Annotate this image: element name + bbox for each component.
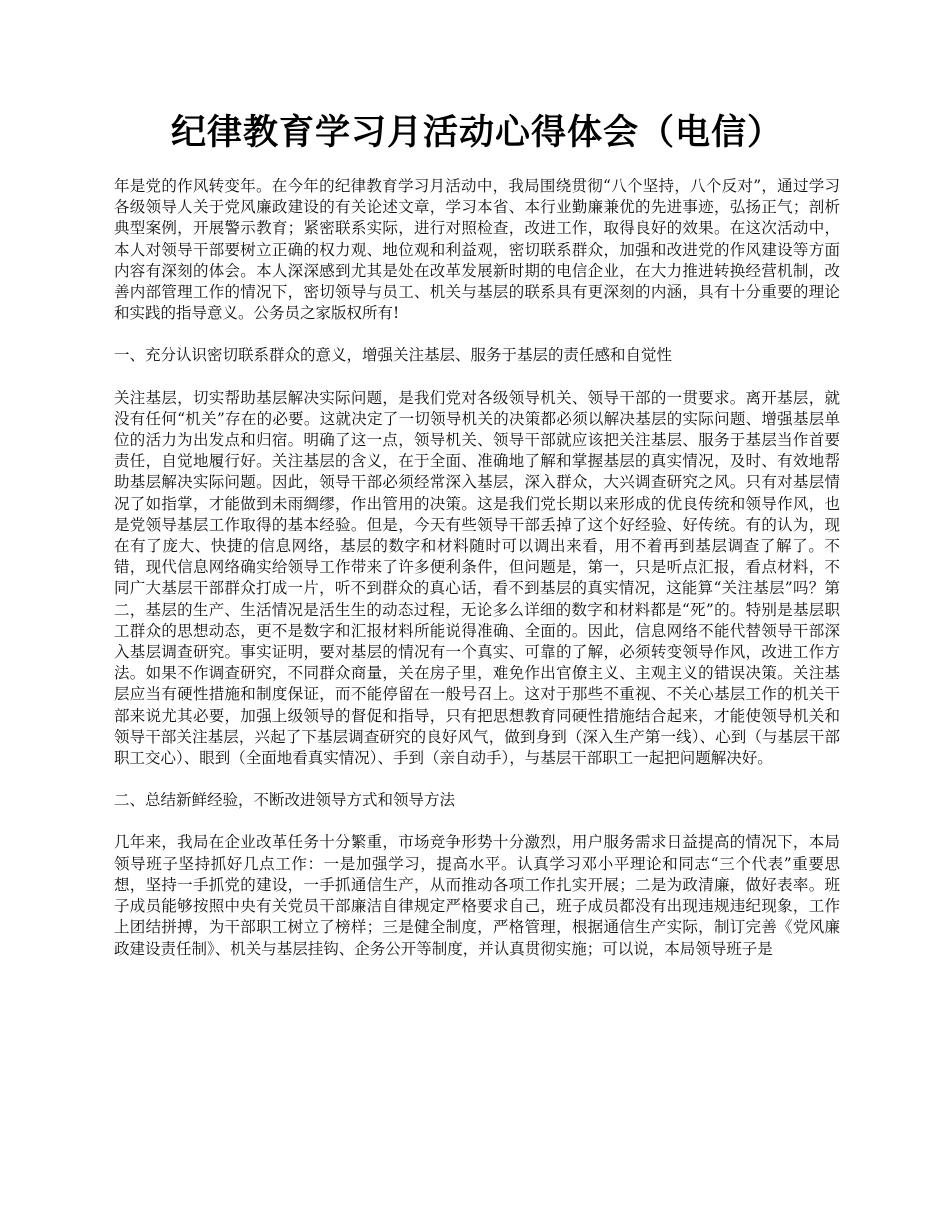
section-heading-2: 二、总结新鲜经验，不断改进领导方式和领导方法 [114,791,456,810]
section-1-paragraph: 关注基层，切实帮助基层解决实际问题，是我们党对各级领导机关、领导干部的一贯要求。离开基层，就没有任何“机关”存在的必要。这就决定了一切领导机关的决策都必须以解决基层的实际问题、增强基层单位的活力为出发点和归宿。明确了这一点，领导机关、领导干部就应该把关注基层、服务于基层当作首要责任，自觉地履行好。关注基层的含义，在于全面、准确地了解和掌握基层的真实情况，及时、有效地帮助基层解决实际问题。因此，领导干部必须经常深入基层，深入群众，大兴调查研究之风。只有对基层情况了如指掌，才能做到未雨绸缪，作出管用的决策。这是我们党长期以来形成的优良传统和领导作风，也是党领导基层工作取得的基本经验。但是，今天有些领导干部丢掉了这个好经验、好传统。有的认为，现在有了庞大、快捷的信息网络，基层的数字和材料随时可以调出来看，用不着再到基层调查了解了。不错，现代信息网络确实给领导工作带来了许多便利条件，但问题是，第一，只是听点汇报，看点材料，不同广大基层干部群众打成一片，听不到群众的真心话，看不到基层的真实情况，这能算“关注基层”吗？第二，基层的生产、生活情况是活生生的动态过程，无论多么详细的数字和材料都是“死”的。特别是基层职工群众的思想动态，更不是数字和汇报材料所能说得准确、全面的。因此，信息网络不能代替领导干部深入基层调查研究。事实证明，要对基层的情况有一个真实、可靠的了解，必须转变领导作风，改进工作方法。如果不作调查研究，不同群众商量，关在房子里，难免作出官僚主义、主观主义的错误决策。关注基层应当有硬性措施和制度保证，而不能停留在一般号召上。这对于那些不重视、不关心基层工作的机关干部来说尤其必要，加强上级领导的督促和指导，只有把思想教育同硬性措施结合起来，才能使领导机关和领导干部关注基层，兴起了下基层调查研究的良好风气，做到身到（深入生产第一线）、心到（与基层干部职工交心）、眼到（全面地看真实情况）、手到（亲自动手），与基层干部职工一起把问题解决好。 [114,388,840,768]
intro-paragraph: 年是党的作风转变年。在今年的纪律教育学习月活动中，我局围绕贯彻“八个坚持，八个反对”，通过学习各级领导人关于党风廉政建设的有关论述文章，学习本省、本行业勤廉兼优的先进事迹，弘扬正气；剖析典型案例，开展警示教育；紧密联系实际，进行对照检查，改进工作，取得良好的效果。在这次活动中，本人对领导干部要树立正确的权力观、地位观和利益观，密切联系群众，加强和改进党的作风建设等方面内容有深刻的体会。本人深深感到尤其是处在改革发展新时期的电信企业，在大力推进转换经营机制，改善内部管理工作的情况下，密切领导与员工、机关与基层的联系具有更深刻的内涵，具有十分重要的理论和实践的指导意义。公务员之家版权所有! [114,177,840,323]
section-heading-1: 一、充分认识密切联系群众的意义，增强关注基层、服务于基层的责任感和自觉性 [114,346,673,365]
page-title: 纪律教育学习月活动心得体会（电信） [170,113,783,153]
section-2-paragraph: 几年来，我局在企业改革任务十分繁重，市场竞争形势十分激烈，用户服务需求日益提高的情况下，本局领导班子坚持抓好几点工作：一是加强学习，提高水平。认真学习邓小平理论和同志“三个代表”重要思想，坚持一手抓党的建设，一手抓通信生产，从而推动各项工作扎实开展；二是为政清廉，做好表率。班子成员能够按照中央有关党员干部廉洁自律规定严格要求自己，班子成员都没有出现违规违纪现象，工作上团结拼搏，为干部职工树立了榜样；三是健全制度，严格管理，根据通信生产实际，制订完善《党风廉政建设责任制》、机关与基层挂钩、企务公开等制度，并认真贯彻实施；可以说，本局领导班子是 [114,833,840,958]
